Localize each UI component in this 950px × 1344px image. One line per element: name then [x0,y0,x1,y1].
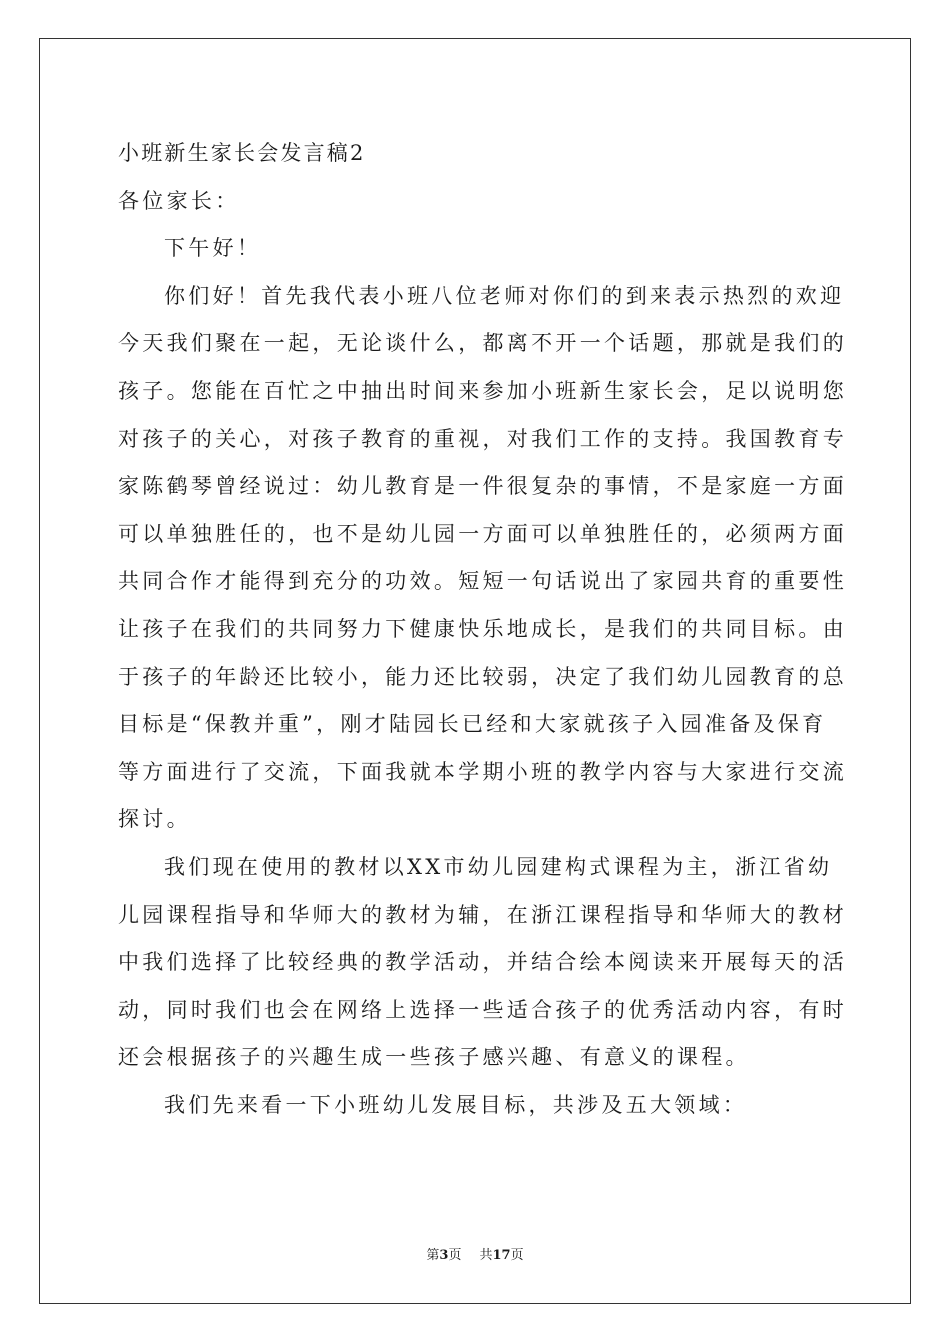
paragraph-line: 对孩子的关心，对孩子教育的重视，对我们工作的支持。我国教育专 [118,426,847,451]
page-prefix: 第 [426,1248,440,1263]
total-page-count: 17 [492,1248,511,1263]
paragraph-line: 可以单独胜任的，也不是幼儿园一方面可以单独胜任的，必须两方面 [118,521,847,546]
paragraph-goals: 我们先来看一下小班幼儿发展目标，共涉及五大领域： [164,1092,748,1117]
paragraph-line: 还会根据孩子的兴趣生成一些孩子感兴趣、有意义的课程。 [118,1045,750,1070]
paragraph-line: 让孩子在我们的共同努力下健康快乐地成长，是我们的共同目标。由 [118,616,847,641]
total-suffix: 页 [510,1248,524,1263]
paragraph-welcome [118,273,847,844]
paragraph-line: 儿园课程指导和华师大的教材为辅，在浙江课程指导和华师大的教材 [118,902,847,927]
paragraph-line: 中我们选择了比较经典的教学活动，并结合绘本阅读来开展每天的活 [118,950,847,975]
document-title: 小班新生家长会发言稿2 [118,141,366,165]
current-page-number: 3 [439,1248,449,1263]
salutation: 各位家长： [118,188,240,213]
paragraph-line: 共同合作才能得到充分的功效。短短一句话说出了家园共育的重要性 [118,569,847,594]
total-prefix: 共 [479,1248,493,1263]
page-suffix: 页 [448,1248,462,1263]
paragraph-curriculum [118,844,847,1082]
paragraph-line: 我们现在使用的教材以XX市幼儿园建构式课程为主，浙江省幼 [164,854,833,879]
paragraph-line: 探讨。 [118,807,191,832]
paragraph-line: 你们好！首先我代表小班八位老师对你们的到来表示热烈的欢迎 [164,283,845,308]
paragraph-line: 今天我们聚在一起，无论谈什么，都离不开一个话题，那就是我们的 [118,331,847,356]
paragraph-line: 家陈鹤琴曾经说过：幼儿教育是一件很复杂的事情，不是家庭一方面 [118,474,847,499]
paragraph-line: 动，同时我们也会在网络上选择一些适合孩子的优秀活动内容，有时 [118,997,847,1022]
page-footer [0,1248,950,1264]
paragraph-line: 于孩子的年龄还比较小，能力还比较弱，决定了我们幼儿园教育的总 [118,664,847,689]
paragraph-line: 等方面进行了交流，下面我就本学期小班的教学内容与大家进行交流 [118,759,847,784]
paragraph-line: 目标是“保教并重”，刚才陆园长已经和大家就孩子入园准备及保育 [118,712,827,737]
greeting: 下午好！ [164,236,262,261]
paragraph-line: 孩子。您能在百忙之中抽出时间来参加小班新生家长会，足以说明您 [118,378,847,403]
document-body [118,130,847,1129]
